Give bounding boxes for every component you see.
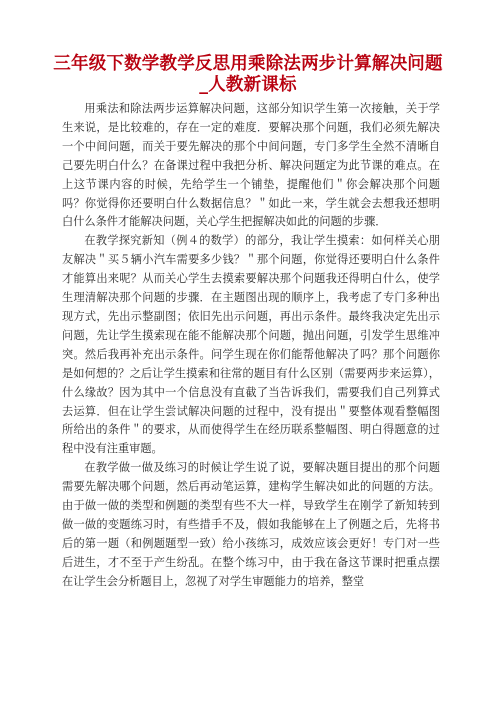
paragraph-3: 在教学做一做及练习的时候让学生说了说，要解决题目提出的那个问题需要先解决哪个问题，然后再动笔运算，建构学生解决如此的问题的方法。由于做一做的类型和例题的类型有些不大一样，导致学生在刚学了新知转到做一做的变题练习时，有些措手不及，假如我能够在上了例题之后，先将书后的第一题（和例题题型一致）给小孩练习，成效应该会更好！专门对一些后进生，才不至于产生纷乱。在整个练习中，由于我在备这节课时把重点摆在让学生会分析题目上，忽视了对学生审题能力的培养，整堂 xyxy=(62,461,440,588)
paragraph-2: 在教学探究新知（例４的数学）的部分，我让学生摸索：如何样关心朋友解决＂买５辆小汽车需要多少钱？＂那个问题，你觉得还要明白什么条件才能算出来呢？从而关心学生去摸索要解决那个问题我还得明白什么，使学生理清解决那个问题的步骤．在主题图出现的顺序上，我考虑了专门多种出现方式，先出示整副图；依旧先出示问题，再出示条件。最终我决定先出示问题，先让学生摸索现在能不能解决那个问题，抛出问题，引发学生思维冲突。然后我再补充出示条件。问学生现在你们能帮他解决了吗？那个问题你是如何想的？之后让学生摸索和往常的题目有什么区别（需要两步来运算），什么缘故？因为其中一个信息没有直截了当告诉我们，需要我们自己列算式去运算．但在让学生尝试解决问题的过程中，没有提出＂要整体观看整幅图所给出的条件＂的要求，从而使得学生在经历联系整幅图、明白得题意的过程中没有注重审题。 xyxy=(62,234,440,456)
document-body xyxy=(62,100,440,592)
document-title: 三年级下数学教学反思用乘除法两步计算解决问题_人教新课标 xyxy=(53,54,443,95)
paragraph-1: 用乘法和除法两步运算解决问题，这部分知识学生第一次接触，关于学生来说，是比较难的，存在一定的难度．要解决那个问题，我们必须先解决一个中间问题，而关于要先解决的那个中间问题，专门多学生全然不清晰自己要先明白什么？在备课过程中我把分析、解决问题定为此节课的难点。在上这节课内容的时候，先给学生一个铺垫，提醒他们＂你会解决那个问题吗？你觉得你还要明白什么数据信息？＂如此一来，学生就会去想我还想明白什么条件才能解决问题，关心学生把握解决如此的问题的步骤． xyxy=(62,102,440,229)
